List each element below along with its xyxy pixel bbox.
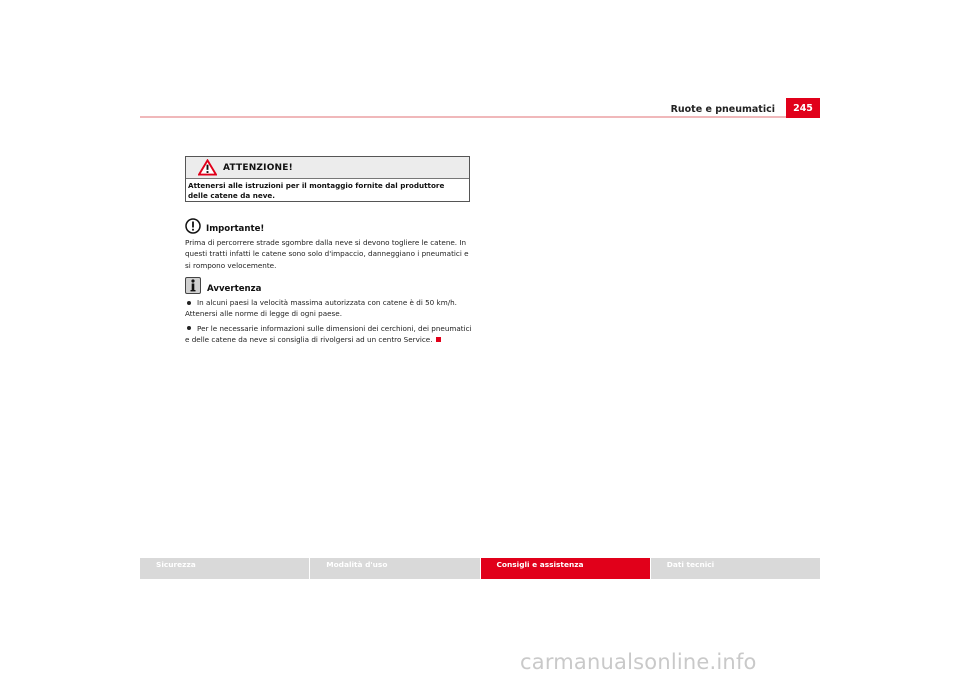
exclamation-circle-icon [185,218,201,234]
note-info-icon [185,277,201,294]
note-bullet [185,323,475,346]
note-title: Avvertenza [207,284,262,294]
warning-box [185,156,470,202]
bullet-dot-icon [187,301,191,305]
note-header [185,277,475,294]
warning-triangle-icon [198,159,217,176]
header-rule [140,116,820,118]
important-header [185,218,475,234]
note-bullet [185,297,475,320]
note-bullet-text: In alcuni paesi la velocità massima autorizzata con catene è di 50 km/h. Attenersi alle norme di legge di ogni paese. [185,298,457,319]
note-bullet-text: Per le necessarie informazioni sulle dimensioni dei cerchioni, dei pneumatici e delle catene da neve si consiglia di rivolgersi ad un centro Service. [185,323,472,344]
important-title: Importante! [206,224,265,234]
important-section [185,218,475,271]
warning-text: Attenersi alle istruzioni per il montaggio fornite dal produttore delle catene da neve. [188,181,445,200]
page-number-badge: 245 [786,98,820,118]
note-section [185,277,475,348]
nav-tab-sicurezza[interactable]: Sicurezza [140,558,309,579]
section-end-icon [436,337,441,342]
important-text: Prima di percorrere strade sgombre dalla neve si devono togliere le catene. In questi tratti infatti le catene sono solo d'impaccio, danneggiano i pneumatici e si rompono velocemente. [185,238,469,270]
nav-tab-dati-tecnici[interactable]: Dati tecnici [651,558,820,579]
nav-tab-consigli-assistenza[interactable]: Consigli e assistenza [481,558,650,579]
nav-tab-modalita-uso[interactable]: Modalità d'uso [310,558,479,579]
footer-nav [140,558,820,579]
warning-title: ATTENZIONE! [223,162,293,173]
watermark: carmanualsonline.info [520,650,757,674]
page-header-title: Ruote e pneumatici [670,104,775,115]
bullet-dot-icon [187,326,191,330]
warning-header [186,157,469,179]
